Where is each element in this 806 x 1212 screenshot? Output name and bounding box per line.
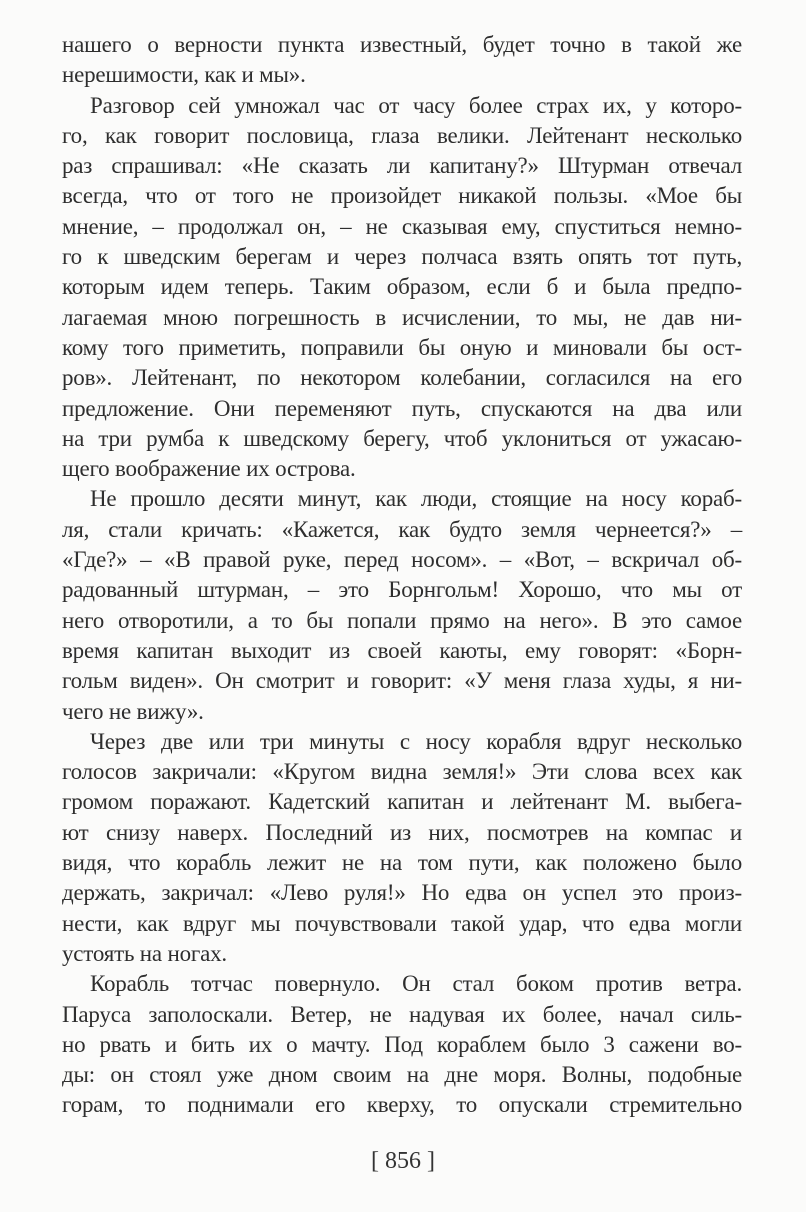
text-line: Паруса заполоскали. Ветер, не надувая их более, начал силь- <box>62 1001 742 1027</box>
text-line: Не прошло десяти минут, как люди, стоящие на носу кораб- <box>90 486 742 512</box>
text-line: устоять на ногах. <box>62 940 227 966</box>
text-line: чего не вижу». <box>62 698 204 724</box>
text-line: громом поражают. Кадетский капитан и лейтенант М. выбега- <box>62 789 742 815</box>
text-line: время капитан выходит из своей каюты, ему говорят: «Борн- <box>62 637 742 663</box>
text-line: го к шведским берегам и через полчаса взять опять тот путь, <box>62 244 742 270</box>
text-line: держать, закричал: «Лево руля!» Но едва он успел это произ- <box>62 880 742 906</box>
text-line: лагаемая мною погрешность в исчислении, то мы, не дав ни- <box>62 304 742 330</box>
text-line: нашего о верности пункта известный, будет точно в такой же <box>62 32 742 57</box>
text-line: кому того приметить, поправили бы оную и миновали бы ост- <box>62 334 742 360</box>
text-line: нести, как вдруг мы почувствовали такой удар, что едва могли <box>62 910 742 936</box>
page-number: [ 856 ] <box>371 1148 435 1174</box>
text-line: предложение. Они переменяют путь, спускаются на два или <box>62 395 742 421</box>
text-line: но рвать и бить их о мачту. Под кораблем было 3 сажени во- <box>62 1031 742 1057</box>
text-line: всегда, что от того не произойдет никакой пользы. «Мое бы <box>62 183 742 209</box>
text-line: него отворотили, а то бы попали прямо на него». В это самое <box>62 607 742 633</box>
text-line: щего воображение их острова. <box>62 456 356 482</box>
text-line: которым идем теперь. Таким образом, если б и была предпо- <box>62 274 742 300</box>
text-line: го, как говорит пословица, глаза велики. Лейтенант несколько <box>62 122 742 148</box>
text-line: ды: он стоял уже дном своим на дне моря. Волны, подобные <box>62 1062 742 1088</box>
text-line: голосов закричали: «Кругом видна земля!» Эти слова всех как <box>62 759 742 785</box>
text-line: Корабль тотчас повернуло. Он стал боком против ветра. <box>90 971 742 997</box>
text-line: гольм виден». Он смотрит и говорит: «У меня глаза худы, я ни- <box>62 668 742 694</box>
text-line: горам, то поднимали его кверху, то опускали стремительно <box>62 1092 742 1118</box>
text-line: «Где?» – «В правой руке, перед носом». – «Вот, – вскричал об- <box>62 547 742 573</box>
text-line: Через две или три минуты с носу корабля вдруг несколько <box>90 728 742 754</box>
text-line: радованный штурман, – это Борнгольм! Хорошо, что мы от <box>62 577 742 603</box>
text-line: ля, стали кричать: «Кажется, как будто земля чернеется?» – <box>62 516 742 542</box>
text-line: ров». Лейтенант, по некотором колебании, согласился на его <box>62 365 742 391</box>
text-line: видя, что корабль лежит не на том пути, как положено было <box>62 850 742 876</box>
text-line: ют снизу наверх. Последний из них, посмотрев на компас и <box>62 819 742 845</box>
text-line: раз спрашивал: «Не сказать ли капитану?» Штурман отвечал <box>62 153 742 179</box>
text-line: Разговор сей умножал час от часу более страх их, у которо- <box>90 92 742 118</box>
text-line: на три румба к шведскому берегу, чтоб уклониться от ужасаю- <box>62 425 742 451</box>
text-line: мнение, – продолжал он, – не сказывая ему, спуститься немно- <box>62 213 742 239</box>
page-body <box>62 30 742 1121</box>
text-line: нерешимости, как и мы». <box>62 62 306 88</box>
